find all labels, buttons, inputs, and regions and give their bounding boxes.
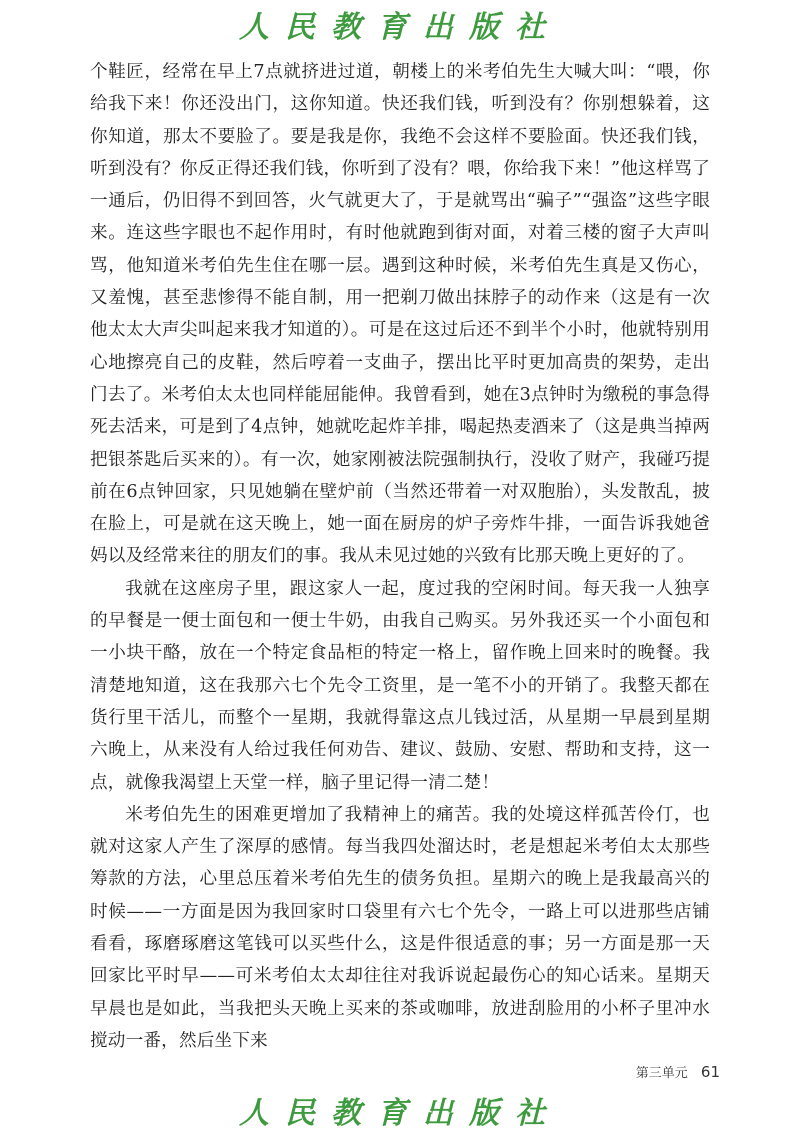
page-footer	[590, 1062, 720, 1081]
page-number: 61	[700, 1063, 720, 1081]
paragraph-1: 个鞋匠，经常在早上7点就挤进过道，朝楼上的米考伯先生大喊大叫：“喂，你给我下来！你还没出门，这你知道。快还我们钱，听到没有？你别想躲着，这你知道，那太不要脸了。要是我是你，我绝不会这样不要脸面。快还我们钱，听到没有？你反正得还我们钱，你听到了没有？喂，你给我下来！”他这样骂了一通后，仍旧得不到回答，火气就更大了，于是就骂出“骗子”“强盗”这些字眼来。连这些字眼也不起作用时，有时他就跑到街对面，对着三楼的窗子大声叫骂，他知道米考伯先生住在哪一层。遇到这种时候，米考伯先生真是又伤心，又羞愧，甚至悲惨得不能自制，用一把剃刀做出抹脖子的动作来（这是有一次他太太大声尖叫起来我才知道的）。可是在这过后还不到半个小时，他就特别用心地擦亮自己的皮鞋，然后哼着一支曲子，摆出比平时更加高贵的架势，走出门去了。米考伯太太也同样能屈能伸。我曾看到，她在3点钟时为缴税的事急得死去活来，可是到了4点钟，她就吃起炸羊排，喝起热麦酒来了（这是典当掉两把银茶匙后买来的）。有一次，她家刚被法院强制执行，没收了财产，我碰巧提前在6点钟回家，只见她躺在壁炉前（当然还带着一对双胞胎），头发散乱，披在脸上，可是就在这天晚上，她一面在厨房的炉子旁炸牛排，一面告诉我她爸妈以及经常来往的朋友们的事。我从未见过她的兴致有比那天晚上更好的了。	[90, 62, 710, 567]
publisher-watermark-bottom: 人民教育出版社	[239, 1096, 561, 1131]
article-body	[90, 56, 710, 1057]
paragraph-3: 米考伯先生的困难更增加了我精神上的痛苦。我的处境这样孤苦伶仃，也就对这家人产生了深厚的感情。每当我四处溜达时，老是想起米考伯太太那些筹款的方法，心里总压着米考伯先生的债务负担。星期六的晚上是我最高兴的时候——一方面是因为我回家时口袋里有六七个先令，一路上可以进那些店铺看看，琢磨琢磨这笔钱可以买些什么，这是件很适意的事；另一方面是那一天回家比平时早——可米考伯太太却往往对我诉说起最伤心的知心话来。星期天早晨也是如此，当我把头天晚上买来的茶或咖啡，放进刮脸用的小杯子里冲水搅动一番，然后坐下来	[90, 804, 710, 1051]
paragraph-2: 我就在这座房子里，跟这家人一起，度过我的空闲时间。每天我一人独享的早餐是一便士面包和一便士牛奶，由我自己购买。另外我还买一个小面包和一小块干酪，放在一个特定食品柜的特定一格上，留作晚上回来时的晚餐。我清楚地知道，这在我那六七个先令工资里，是一笔不小的开销了。我整天都在货行里干活儿，而整个一星期，我就得靠这点儿钱过活，从星期一早晨到星期六晚上，从来没有人给过我任何劝告、建议、鼓励、安慰、帮助和支持，这一点，就像我渴望上天堂一样，脑子里记得一清二楚！	[90, 578, 710, 793]
unit-label: 第三单元	[635, 1066, 688, 1081]
publisher-watermark-top: 人民教育出版社	[239, 10, 561, 45]
